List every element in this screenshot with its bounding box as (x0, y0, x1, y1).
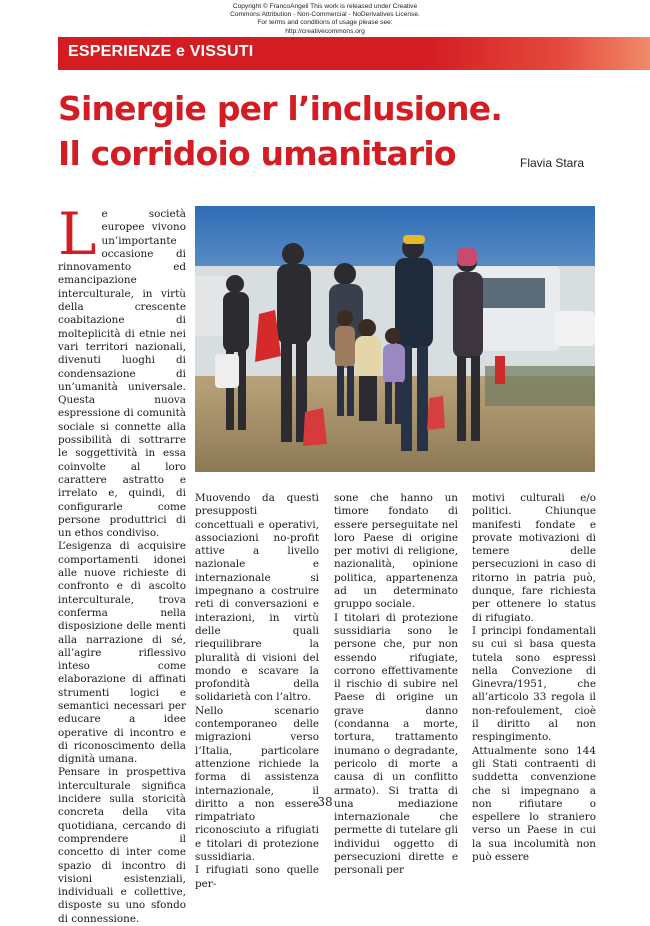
paragraph: Nello scenario contemporaneo delle migrazioni verso l’Italia, particolare attenzione richiede la forma di assistenza internazionale, il diritto a non essere rimpatriato riconosciuto a rifugiati e titolari di protezione sussidiaria. (195, 704, 319, 864)
paragraph: sone che hanno un timore fondato di essere perseguitate nel loro Paese di origine per motivi di religione, nazionalità, opinione politica, appartenenza ad un determinato gruppo sociale. (334, 492, 458, 611)
article-column-2 (195, 492, 319, 891)
paragraph: I rifugiati sono quelle per- (195, 864, 319, 890)
headline-line: Sinergie per l’inclusione. (58, 89, 503, 128)
section-label: ESPERIENZE e VISSUTI (68, 43, 254, 60)
copyright-notice (195, 3, 455, 36)
copyright-line: Commons Attribution - Non-Commercial - NoDerivatives License. (230, 11, 420, 19)
page-number: 38 (317, 795, 333, 809)
section-banner (58, 37, 650, 70)
paragraph: Muovendo da questi presupposti concettuali e operativi, associazioni no-profit attive a livello nazionale e internazionale si impegnano a costruire reti di conversazioni e interazioni, in virtù delle quali riequilibrare la pluralità di visioni del mondo e scavare la profondità della solidarietà con l’altro. (195, 492, 319, 704)
paragraph: I titolari di protezione sussidiaria sono le persone che, pur non essendo rifugiate, corrono effettivamente il rischio di subire nel Paese di origine un grave danno (condanna a morte, tortura, trattamento inumano o degradante, pericolo di morte a causa di un conflitto armato). Si tratta di una mediazione internazionale che permette di tutelare gli individui oggetto di persecuzioni dirette e personali per (334, 611, 458, 877)
drop-cap: L (58, 200, 97, 268)
article-column-1 (58, 200, 186, 926)
copyright-line: Copyright © FrancoAngeli This work is released under Creative (232, 3, 418, 10)
paragraph: Pensare in prospettiva interculturale significa incidere sulla storicità concreta della vita quotidiana, cercando di comprendere il concetto di inter come spazio di incontro di visioni esistenziali, individuali e collettive, disposte su uno sfondo di connessione. (58, 766, 186, 925)
headline-line: Il corridoio umanitario (58, 134, 456, 173)
article-column-3 (334, 492, 458, 878)
paragraph: e società europee vivono un’importante occasione di rinnovamento ed emancipazione interculturale, in virtù della crescente coabitazione di molteplicità di etnie nei vari territori nazionali, divenuti luoghi di condensazione di un’umanità universale. Questa nuova espressione di comunità sociale si connette alla possibilità di sottrarre le soggettività in essa coinvolte al loro carattere astratto e irrelato e, quindi, di configurarle come persone produttrici di un ethos condiviso. (58, 208, 186, 540)
paragraph: motivi culturali e/o politici. Chiunque manifesti fondate e provate motivazioni di temere delle persecuzioni in caso di ritorno in patria può, dunque, fare richiesta per ottenere lo status di rifugiato. (472, 492, 596, 624)
copyright-link[interactable]: http://creativecommons.org (285, 27, 365, 35)
author-name: Flavia Stara (520, 156, 585, 170)
paragraph: L’esigenza di acquisire comportamenti idonei alle nuove richieste di confronto e di ascolto interculturale, trova conferma nella disposizione delle menti alla narrazione di sé, all’agire riflessivo inteso come elaborazione di affinati strumenti logici e semantici necessari per educare a idee operative di incontro e di riconoscimento della dignità umana. (58, 540, 186, 766)
article-headline (58, 86, 538, 176)
copyright-line: For terms and conditions of usage please see: (257, 19, 393, 27)
refugee-group-photo (195, 206, 595, 472)
paragraph: I principi fondamentali su cui si basa questa tutela sono espressi nella Convezione di Ginevra/1951, che all’articolo 33 regola il non-refoulement, cioè il diritto al non respingimento. Attualmente sono 144 gli Stati contraenti di suddetta convenzione che si impegnano a non rifiutare o espellere lo straniero verso un Paese in cui la sua incolumità non può essere (472, 624, 596, 864)
